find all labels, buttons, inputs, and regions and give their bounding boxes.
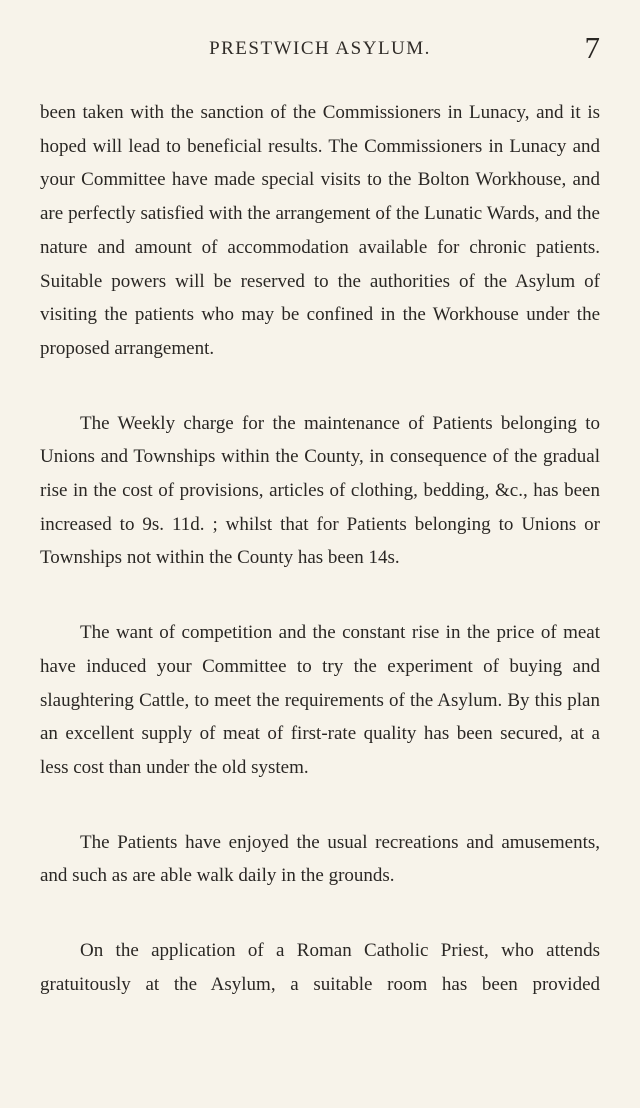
running-header (40, 30, 600, 70)
body-text (40, 96, 600, 1042)
page-number: 7 (584, 30, 600, 65)
paragraph-catholic-priest: On the application of a Roman Catholic Priest, who attends gratuitously at the Asylum, a suitable room has been provided (40, 940, 600, 995)
running-title: PRESTWICH ASYLUM. (209, 38, 431, 59)
paragraph-meat-supply: The want of competition and the constant rise in the price of meat have induced your Committee to try the experiment of buying and slaughtering Cattle, to meet the requirements of the Asylum. By this plan an excellent supply of meat of first-rate quality has been secured, at a less cost than under the old system. (40, 622, 600, 778)
paragraph-recreations: The Patients have enjoyed the usual recreations and amusements, and such as are able walk daily in the grounds. (40, 831, 600, 887)
paragraph-commissioners-visit: been taken with the sanction of the Commissioners in Lunacy, and it is hoped will lead to beneficial results. The Commissioners in Lunacy and your Committee have made special visits to the Bolton Workhouse, and are perfectly satisfied with the arrangement of the Lunatic Wards, and the nature and amount of accommodation available for chronic patients. Suitable powers will be reserved to the authorities of the Asylum of visiting the patients who may be confined in the Workhouse under the proposed arrangement. (40, 102, 600, 359)
paragraph-weekly-charge: The Weekly charge for the maintenance of Patients belonging to Unions and Townships within the County, in consequence of the gradual rise in the cost of provisions, articles of clothing, bedding, &c., has been increased to 9s. 11d. ; whilst that for Patients belonging to Unions or Townships not within the County has been 14s. (40, 412, 600, 569)
